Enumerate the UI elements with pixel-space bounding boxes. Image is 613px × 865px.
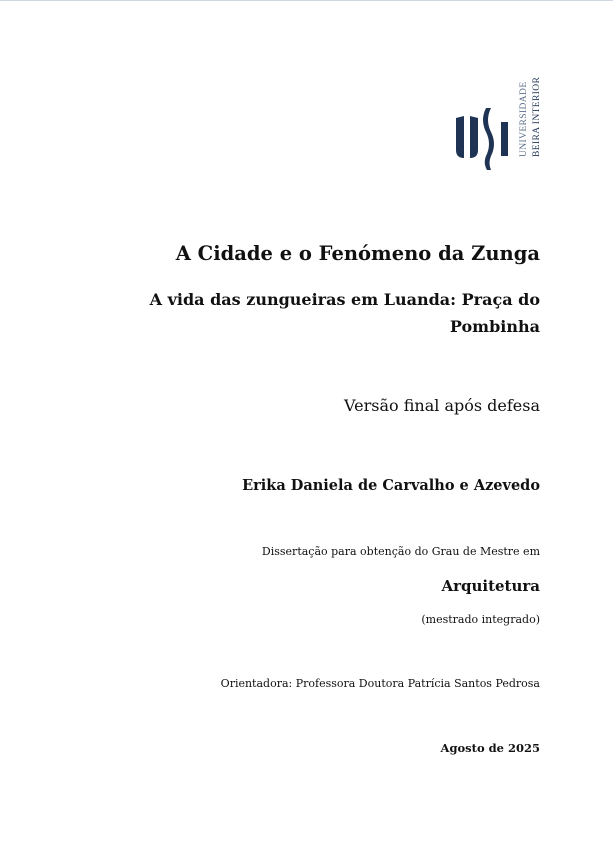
- university-name-line2: BEIRA INTERIOR: [532, 76, 542, 157]
- degree-name: Arquitetura: [441, 577, 540, 595]
- supervisor: Orientadora: Professora Doutora Patrícia Santos Pedrosa: [220, 677, 540, 690]
- version-note: Versão final após defesa: [344, 396, 540, 415]
- submission-date: Agosto de 2025: [440, 741, 540, 755]
- subtitle-line1: A vida das zungueiras em Luanda: Praça do: [149, 290, 540, 309]
- university-name-line1: UNIVERSIDADE: [519, 81, 529, 157]
- page-top-edge: [0, 0, 613, 1]
- subtitle-line2: Pombinha: [449, 317, 540, 336]
- degree-type: (mestrado integrado): [421, 613, 540, 626]
- dissertation-note: Dissertação para obtenção do Grau de Mestre em: [261, 545, 540, 558]
- ubi-logo-icon: [452, 80, 512, 172]
- document-subtitle: [150, 286, 540, 340]
- author-name: Erika Daniela de Carvalho e Azevedo: [242, 477, 540, 494]
- university-logo: [452, 76, 548, 172]
- document-title: A Cidade e o Fenómeno da Zunga: [175, 242, 540, 265]
